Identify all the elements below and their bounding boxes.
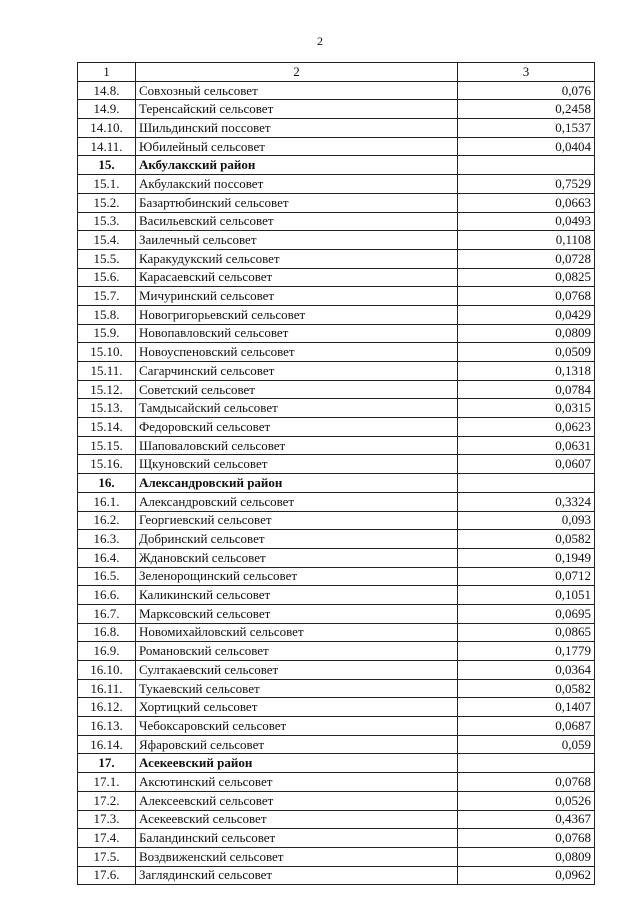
row-value: 0,0768 [458,829,595,848]
row-value: 0,0962 [458,866,595,885]
settlement-name: Баландинский сельсовет [136,829,458,848]
settlement-name: Шаповаловский сельсовет [136,436,458,455]
table-row [78,530,595,549]
row-number: 17.5. [78,847,136,866]
section-row [78,754,595,773]
settlement-name: Султакаевский сельсовет [136,661,458,680]
row-number: 16.5. [78,567,136,586]
row-value: 0,1537 [458,119,595,138]
table-row [78,324,595,343]
section-row [78,156,595,175]
row-value: 0,0809 [458,324,595,343]
row-value: 0,0607 [458,455,595,474]
row-number: 15.10. [78,343,136,362]
row-value: 0,0582 [458,679,595,698]
row-number: 15.1. [78,175,136,194]
row-number: 15.16. [78,455,136,474]
row-number: 15.14. [78,418,136,437]
row-value: 0,1779 [458,642,595,661]
row-value: 0,0687 [458,717,595,736]
row-value: 0,1949 [458,548,595,567]
table-header-row [78,63,595,82]
settlement-name: Сагарчинский сельсовет [136,362,458,381]
table-row [78,137,595,156]
settlement-name: Яфаровский сельсовет [136,735,458,754]
settlement-name: Зеленорощинский сельсовет [136,567,458,586]
table-row [78,866,595,885]
table-row [78,698,595,717]
row-number: 15.15. [78,436,136,455]
settlement-name: Георгиевский сельсовет [136,511,458,530]
table-row [78,567,595,586]
table-row [78,586,595,605]
settlement-name: Романовский сельсовет [136,642,458,661]
settlement-name: Асекеевский сельсовет [136,810,458,829]
settlement-name: Ждановский сельсовет [136,548,458,567]
row-number: 15.13. [78,399,136,418]
row-value: 0,0784 [458,380,595,399]
row-value: 0,0404 [458,137,595,156]
row-value: 0,059 [458,735,595,754]
row-number: 17.3. [78,810,136,829]
table-row [78,119,595,138]
row-number: 14.11. [78,137,136,156]
row-number: 15.9. [78,324,136,343]
row-value: 0,1318 [458,362,595,381]
table-row [78,511,595,530]
row-value: 0,0809 [458,847,595,866]
row-value: 0,0712 [458,567,595,586]
table-row [78,791,595,810]
column-header-number: 1 [78,63,136,82]
settlement-name: Заглядинский сельсовет [136,866,458,885]
table-row [78,735,595,754]
row-value: 0,1407 [458,698,595,717]
table-row [78,249,595,268]
table-row [78,81,595,100]
settlement-name: Новогригорьевский сельсовет [136,305,458,324]
row-number: 15.7. [78,287,136,306]
district-name: Асекеевский район [136,754,458,773]
table-row [78,100,595,119]
row-value: 0,0364 [458,661,595,680]
row-number: 16.10. [78,661,136,680]
row-value: 0,1108 [458,231,595,250]
table-row [78,773,595,792]
row-value: 0,076 [458,81,595,100]
row-value: 0,0631 [458,436,595,455]
row-number: 16. [78,474,136,493]
table-row [78,455,595,474]
row-value: 0,4367 [458,810,595,829]
row-value [458,156,595,175]
column-header-value: 3 [458,63,595,82]
settlement-name: Шильдинский поссовет [136,119,458,138]
table-row [78,231,595,250]
row-number: 14.8. [78,81,136,100]
settlement-name: Мичуринский сельсовет [136,287,458,306]
table-row [78,399,595,418]
row-number: 16.1. [78,492,136,511]
table-row [78,175,595,194]
settlement-name: Новопавловский сельсовет [136,324,458,343]
row-value: 0,0526 [458,791,595,810]
settlement-name: Новоуспеновский сельсовет [136,343,458,362]
table-row [78,305,595,324]
section-row [78,474,595,493]
row-value: 0,0509 [458,343,595,362]
row-value: 0,2458 [458,100,595,119]
table-row [78,362,595,381]
settlement-name: Александровский сельсовет [136,492,458,511]
settlement-name: Новомихайловский сельсовет [136,623,458,642]
row-number: 16.2. [78,511,136,530]
table-row [78,604,595,623]
settlement-name: Федоровский сельсовет [136,418,458,437]
district-name: Александровский район [136,474,458,493]
table-row [78,380,595,399]
settlement-name: Алексеевский сельсовет [136,791,458,810]
row-value: 0,0768 [458,773,595,792]
table-row [78,717,595,736]
settlement-name: Васильевский сельсовет [136,212,458,231]
row-number: 16.4. [78,548,136,567]
row-number: 16.7. [78,604,136,623]
settlement-name: Щкуновский сельсовет [136,455,458,474]
row-number: 16.11. [78,679,136,698]
row-value: 0,0768 [458,287,595,306]
table-row [78,642,595,661]
settlement-name: Добринский сельсовет [136,530,458,549]
row-value: 0,0623 [458,418,595,437]
table-row [78,287,595,306]
row-number: 16.13. [78,717,136,736]
row-value: 0,0493 [458,212,595,231]
row-value: 0,0582 [458,530,595,549]
table-row [78,212,595,231]
settlement-name: Хортицкий сельсовет [136,698,458,717]
settlement-name: Заилечный сельсовет [136,231,458,250]
district-name: Акбулакский район [136,156,458,175]
table-row [78,623,595,642]
row-number: 16.6. [78,586,136,605]
row-number: 16.9. [78,642,136,661]
table-row [78,193,595,212]
table-row [78,418,595,437]
table-row [78,810,595,829]
settlement-name: Марксовский сельсовет [136,604,458,623]
settlement-name: Карасаевский сельсовет [136,268,458,287]
settlement-name: Совхозный сельсовет [136,81,458,100]
row-number: 15.3. [78,212,136,231]
settlement-name: Тамдысайский сельсовет [136,399,458,418]
row-value: 0,093 [458,511,595,530]
row-number: 16.14. [78,735,136,754]
row-number: 15.8. [78,305,136,324]
row-value: 0,0695 [458,604,595,623]
row-value: 0,0315 [458,399,595,418]
table-row [78,548,595,567]
page-number: 2 [317,34,323,48]
settlement-name: Юбилейный сельсовет [136,137,458,156]
row-number: 15.4. [78,231,136,250]
settlement-name: Каракудукский сельсовет [136,249,458,268]
settlement-name: Чебоксаровский сельсовет [136,717,458,736]
row-number: 15.12. [78,380,136,399]
table-row [78,492,595,511]
row-number: 16.3. [78,530,136,549]
settlement-name: Тукаевский сельсовет [136,679,458,698]
settlement-name: Советский сельсовет [136,380,458,399]
settlement-name: Воздвиженский сельсовет [136,847,458,866]
table-row [78,661,595,680]
settlement-name: Аксютинский сельсовет [136,773,458,792]
table-row [78,436,595,455]
row-number: 17.2. [78,791,136,810]
row-number: 17.4. [78,829,136,848]
data-table [77,62,595,885]
row-value [458,754,595,773]
table-row [78,343,595,362]
row-value: 0,0429 [458,305,595,324]
row-value [458,474,595,493]
row-value: 0,3324 [458,492,595,511]
row-number: 15.11. [78,362,136,381]
row-number: 15.6. [78,268,136,287]
table-row [78,268,595,287]
row-value: 0,1051 [458,586,595,605]
row-number: 15. [78,156,136,175]
row-number: 17. [78,754,136,773]
row-number: 17.1. [78,773,136,792]
row-value: 0,7529 [458,175,595,194]
row-value: 0,0865 [458,623,595,642]
table-row [78,679,595,698]
table-row [78,829,595,848]
row-number: 16.8. [78,623,136,642]
row-number: 14.10. [78,119,136,138]
settlement-name: Теренсайский сельсовет [136,100,458,119]
row-value: 0,0663 [458,193,595,212]
row-value: 0,0825 [458,268,595,287]
settlement-name: Каликинский сельсовет [136,586,458,605]
row-number: 17.6. [78,866,136,885]
settlement-name: Акбулакский поссовет [136,175,458,194]
settlement-name: Базартюбинский сельсовет [136,193,458,212]
row-number: 14.9. [78,100,136,119]
table-body [78,81,595,885]
row-number: 15.2. [78,193,136,212]
column-header-name: 2 [136,63,458,82]
row-number: 15.5. [78,249,136,268]
row-value: 0,0728 [458,249,595,268]
row-number: 16.12. [78,698,136,717]
table-row [78,847,595,866]
